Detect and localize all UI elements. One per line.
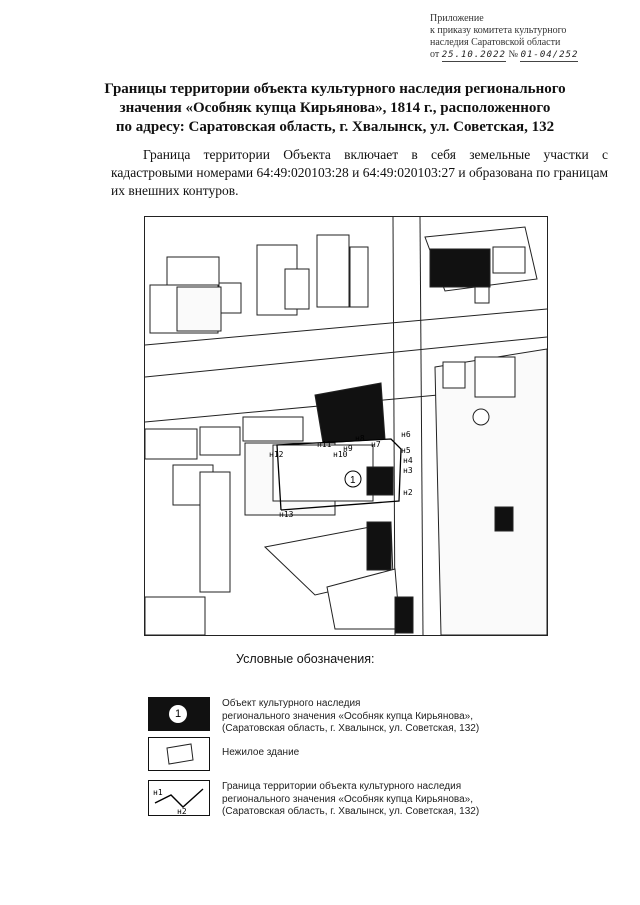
point-label-n9: н9: [343, 444, 353, 453]
legend-object-line-3: (Саратовская область, г. Хвалынск, ул. Советская, 132): [222, 723, 480, 734]
legend-boundary-line-2: регионального значения «Особняк купца Кирьянова»,: [222, 793, 474, 805]
point-label-n13: н13: [279, 510, 294, 519]
point-label-n5: н5: [401, 446, 411, 455]
legend-item-object: [222, 698, 479, 736]
number-value: 01-04/252: [520, 50, 579, 60]
object-marker-number: 1: [350, 475, 356, 486]
map-drawing: [145, 217, 547, 635]
header-date-line: [430, 49, 578, 62]
legend-item-building: [222, 747, 299, 760]
legend-object-line-1: Объект культурного наследия: [222, 698, 361, 709]
date-value: 25.10.2022: [441, 50, 506, 60]
date-prefix: от: [430, 49, 440, 60]
point-label-n12: н12: [269, 450, 284, 459]
legend-boundary-line-1: Граница территории объекта культурного наследия: [222, 781, 462, 792]
legend-boundary-line-3: (Саратовская область, г. Хвалынск, ул. Советская, 132): [222, 806, 480, 817]
point-label-n6: н6: [401, 430, 411, 439]
non-residential-building-icon: [148, 737, 210, 771]
territory-boundary-icon: [148, 780, 210, 816]
point-label-n4: н4: [403, 456, 413, 465]
legend-point-a: н1: [153, 788, 163, 797]
point-label-n10: н10: [333, 450, 348, 459]
legend-object-line-2: регионального значения «Особняк купца Кирьянова»,: [222, 710, 474, 722]
point-label-n8: н8: [355, 434, 365, 443]
legend-building-line-1: Нежилое здание: [222, 747, 300, 758]
legend-title: Условные обозначения:: [236, 652, 375, 666]
title-line-3: по адресу: Саратовская область, г. Хвалынск, ул. Советская, 132: [115, 119, 555, 135]
document-header: [430, 13, 578, 62]
territory-map: [144, 216, 548, 636]
point-label-n7: н7: [371, 440, 381, 449]
header-line-1: Приложение: [430, 13, 484, 24]
point-label-n2: н2: [403, 488, 413, 497]
number-prefix: №: [508, 49, 518, 60]
legend-object-number: 1: [169, 705, 187, 723]
cultural-heritage-object-icon: [148, 697, 210, 731]
document-title: [70, 80, 600, 137]
header-line-2: к приказу комитета культурного: [430, 25, 567, 36]
title-line-2: значения «Особняк купца Кирьянова», 1814 г., расположенного: [119, 100, 551, 116]
legend-item-boundary: [222, 781, 479, 819]
title-line-1: Границы территории объекта культурного наследия регионального: [104, 81, 566, 97]
point-label-n11: н11: [317, 440, 332, 449]
point-label-n3: н3: [403, 466, 413, 475]
legend-point-b: н2: [177, 807, 187, 815]
boundary-description: Граница территории Объекта включает в себя земельные участки с кадастровыми номерами 64:49:020103:28 и 64:49:020103:27 и образована по границам их внешних контуров.: [111, 147, 608, 198]
header-line-3: наследия Саратовской области: [430, 37, 561, 48]
